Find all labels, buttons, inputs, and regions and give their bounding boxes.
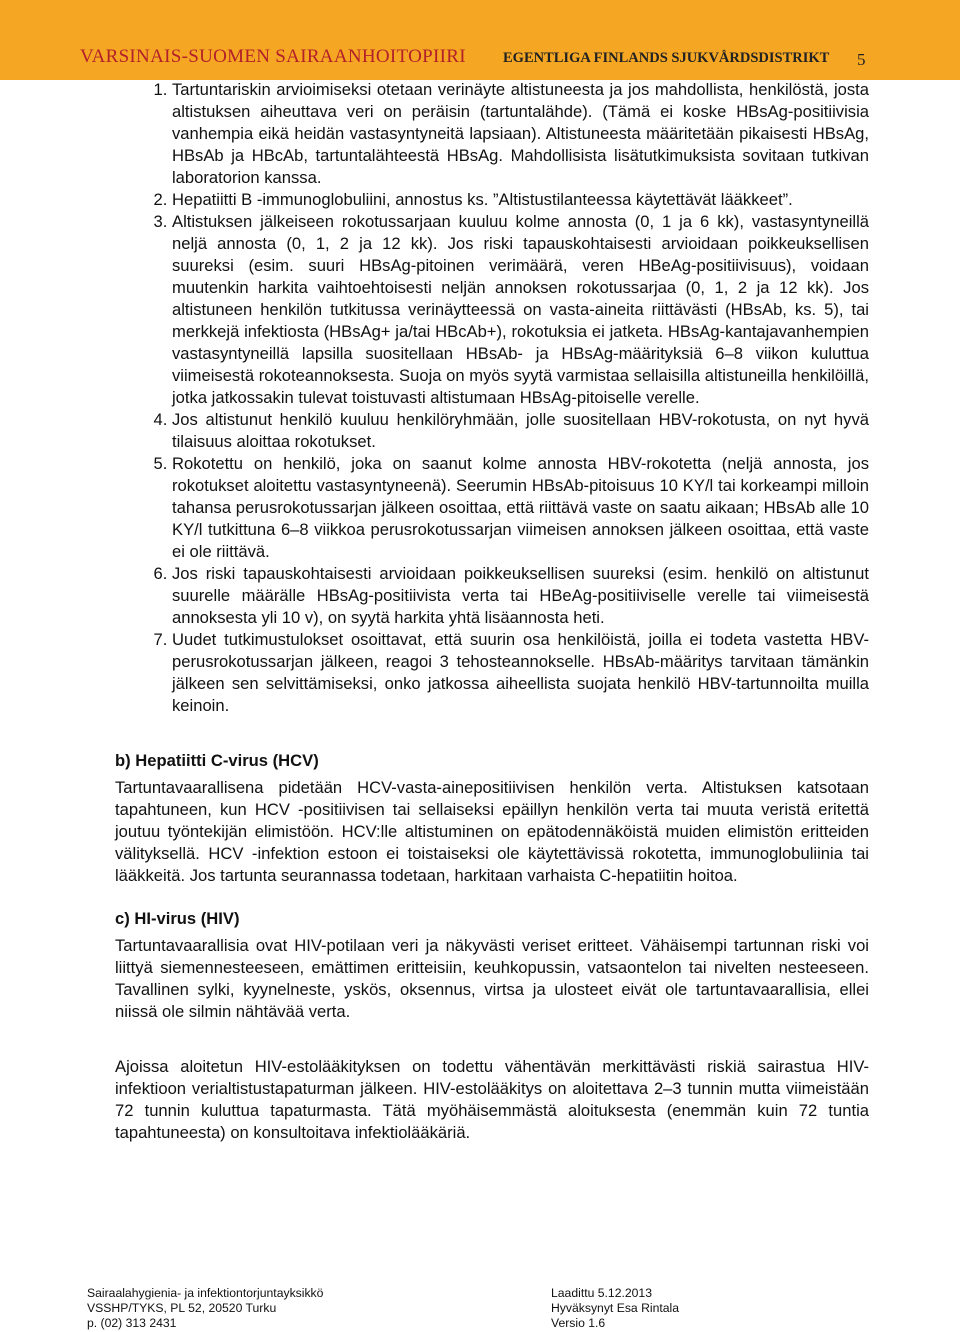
list-item: 4. Jos altistunut henkilö kuuluu henkilöryhmään, jolle suositellaan HBV-rokotusta, on nyt hyvä tilaisuus aloittaa rokotukset. [172, 409, 869, 453]
hiv-paragraph-1: Tartuntavaarallisia ovat HIV-potilaan veri ja näkyvästi veriset eritteet. Vähäisempi tartunnan riski voi liittyä siemennesteeseen, emättimen eritteisiin, keuhkopussin, vatsaontelon tai nivelten nesteeseen. Tavallinen sylki, kyynelneste, yskös, oksennus, virtsa ja ulosteet eivät ole tartuntavaarallisia, ellei niissä ole silmin nähtävää verta. [115, 936, 869, 1021]
list-item: 5. Rokotettu on henkilö, joka on saanut kolme annosta HBV-rokotetta (neljä annosta, jos rokotukset aloitettu vastasyntyneenä). Seerumin HBsAb-pitoisuus 10 KY/l tai korkeampi milloin tahansa perusrokotussarjan jälkeen osoittaa, että riittävä vaste on saatu aikaan; HBsAb alle 10 KY/l tutkittuna 6–8 viikkoa perusrokotussarjan viimeisen annoksen jälkeen osoittaa, että vaste ei ole riittävä. [172, 453, 869, 563]
footer-version: Versio 1.6 [551, 1316, 606, 1330]
page-number: 5 [857, 50, 866, 69]
footer-contact [87, 1286, 323, 1331]
document-body [115, 79, 869, 1144]
header-band [0, 0, 960, 80]
list-item: 6. Jos riski tapauskohtaisesti arvioidaan poikkeuksellisen suureksi (esim. henkilö on altistunut suurelle määrälle HBsAg-positiivista verta tai HBeAg-positiiviselle verelle tai viimeisestä annoksesta yli 10 v), on syytä harkita yhtä lisäannosta heti. [172, 563, 869, 629]
list-item: 1. Tartuntariskin arvioimiseksi otetaan verinäyte altistuneesta ja jos mahdollista, henkilöstä, josta altistuksen aiheuttava veri on peräisin (tartuntalähde). (Tämä ei koske HBsAg-positiivisia vanhempia eikä heidän vastasyntyneitä lapsiaan). Altistuneesta määritetään pikaisesti HBsAg, HBsAb ja HBcAb, tartuntalähteestä HBsAg. Mahdollisista lisätutkimuksista sovitaan tutkivan laboratorion kanssa. [172, 79, 869, 189]
hiv-paragraph-2: Ajoissa aloitetun HIV-estolääkityksen on todettu vähentävän merkittävästi riskiä sairastua HIV-infektioon verialtistustapaturman jälkeen. HIV-estolääkitys on aloitettava 2–3 tunnin mutta viimeistään 72 tunnin kuluttua tapaturmasta. Tätä myöhäisemmästä aloituksesta (enemmän kuin 72 tuntia tapahtuneesta) on konsultoitava infektiolääkäriä. [115, 1057, 869, 1142]
organization-title: VARSINAIS-SUOMEN SAIRAANHOITOPIIRI [80, 46, 466, 67]
list-item: 2. Hepatiitti B -immunoglobuliini, annostus ks. ”Altistustilanteessa käytettävät lääkkeet”. [172, 189, 869, 211]
footer-unit: Sairaalahygienia- ja infektiontorjuntayksikkö [87, 1286, 324, 1300]
hcv-heading: b) Hepatiitti C-virus (HCV) [115, 751, 319, 770]
list-item: 3. Altistuksen jälkeiseen rokotussarjaan kuuluu kolme annosta (0, 1 ja 6 kk), vastasyntyneillä neljä annosta (0, 1, 2 ja 12 kk). Jos riski tapauskohtaisesti arvioidaan poikkeuksellisen suureksi (esim. suuri HBsAg-pitoinen verimäärä, veren HBeAg-positiivisuus), voidaan muutenkin harkita vaihtoehtoisesti neljän annoksen rokotussarjaa (0, 1, 2 ja 12 kk). Jos altistuneen henkilön tutkitussa verinäytteessä on vasta-aineita riittävästi (HBsAb, ks. 5), tai merkkejä infektiosta (HBsAg+ ja/tai HBcAb+), rokotuksia ei jatketa. HBsAg-kantajavanhempien vastasyntyneillä lapsilla suositellaan HBsAb- ja HBsAg-määrityksiä 6–8 viikon kuluttua viimeisestä rokoteannoksesta. Suoja on myös syytä varmistaa sellaisilla altistuneilla henkilöillä, jotka jatkossakin tulevat toistuvasti altistumaan HBsAg-pitoiselle verelle. [172, 211, 869, 409]
footer-address: VSSHP/TYKS, PL 52, 20520 Turku [87, 1301, 277, 1315]
organization-title-swedish: EGENTLIGA FINLANDS SJUKVÅRDSDISTRIKT [503, 50, 830, 66]
footer-created-date: Laadittu 5.12.2013 [551, 1286, 652, 1300]
footer-phone: p. (02) 313 2431 [87, 1316, 177, 1330]
hcv-paragraph: Tartuntavaarallisena pidetään HCV-vasta-ainepositiivisen henkilön verta. Altistuksen katsotaan tapahtuneen, kun HCV -positiivisen tai sellaiseksi epäillyn henkilön verta tai muuta veristä eritettä joutuu työntekijän elimistöön. HCV:lle altistuminen on epätodennäköistä muiden elimistön eritteiden välityksellä. HCV -infektion estoon ei toistaiseksi ole käytettävissä rokotetta, immunoglobuliinia tai lääkkeitä. Jos tartunta seurannassa todetaan, harkitaan varhaista C-hepatiitin hoitoa. [115, 778, 869, 885]
footer-document-info [551, 1286, 679, 1331]
hbv-procedure-list [115, 79, 869, 717]
list-item: 7. Uudet tutkimustulokset osoittavat, että suurin osa henkilöistä, joilla ei todeta vastetta HBV-perusrokotussarjan jälkeen, reagoi 3 tehosteannokselle. HBsAb-määritys tarvitaan tämänkin jälkeen sen selvittämiseksi, onko jatkossa aiheellista suojata henkilö HBV-tartunnoilta muilla keinoin. [172, 629, 869, 717]
hiv-heading: c) HI-virus (HIV) [115, 909, 240, 928]
footer-approved-by: Hyväksynyt Esa Rintala [551, 1301, 680, 1315]
